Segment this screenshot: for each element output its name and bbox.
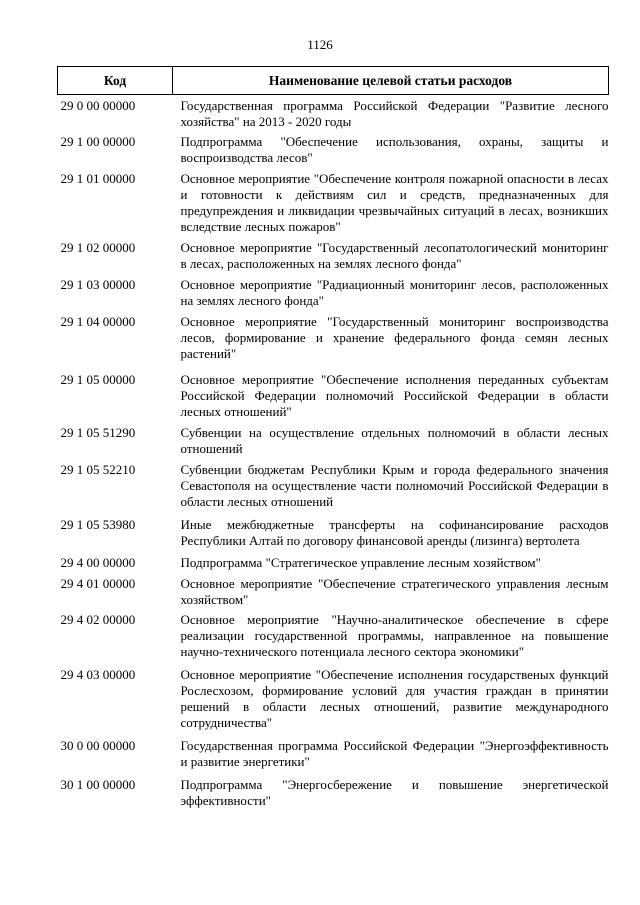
row-name: Основное мероприятие "Обеспечение исполнения государственых функций Рослесхозом, формирование условий для участия граждан в принятии решений в области лесных отношений, развитие международного сотрудничества" [180,667,609,730]
row-code: 29 4 01 00000 [60,576,136,591]
table-row [58,667,609,738]
table-row [58,425,609,462]
row-code: 29 1 05 51290 [60,425,136,440]
row-code: 29 1 03 00000 [60,277,136,292]
row-name: Основное мероприятие "Научно-аналитическое обеспечение в сфере реализации государственной программы, направленное на повышение научно-технического потенциала лесного сектора экономики" [180,612,609,659]
table-row [58,277,609,314]
table-row [58,171,609,240]
header-name: Наименование целевой статьи расходов [173,67,609,95]
row-code: 29 4 02 00000 [60,612,136,627]
table-header-row [58,67,609,95]
row-code: 29 1 05 00000 [60,372,136,387]
row-name: Субвенции на осуществление отдельных полномочий в области лесных отношений [180,425,609,456]
header-code: Код [58,67,173,95]
row-name: Основное мероприятие "Обеспечение исполнения переданных субъектам Российской Федерации полномочий Российской Федерации в области лесных отношений" [180,372,609,419]
row-code: 30 0 00 00000 [60,738,136,753]
row-code: 29 0 00 00000 [60,98,136,113]
row-code: 29 1 05 52210 [60,462,136,477]
row-code: 29 4 03 00000 [60,667,136,682]
table-row [58,612,609,667]
row-name: Основное мероприятие "Государственный лесопатологический мониторинг в лесах, расположенных на землях лесного фонда" [180,240,609,271]
row-code: 29 1 05 53980 [60,517,136,532]
row-code: 29 4 00 00000 [60,555,136,570]
row-code: 29 1 00 00000 [60,134,136,149]
row-name: Основное мероприятие "Обеспечение стратегического управления лесным хозяйством" [180,576,609,607]
row-name: Основное мероприятие "Обеспечение контроля пожарной опасности в лесах и готовности к действиям сил и средств, предназначенных для предупреждения и ликвидации чрезвычайных ситуаций в лесах, возникших вследствие лесных пожаров" [180,171,609,234]
table-row [58,738,609,777]
table-row [58,372,609,425]
page-number: 1126 [307,37,333,52]
table-body [58,95,609,815]
table-row [58,462,609,517]
row-code: 29 1 01 00000 [60,171,136,186]
row-name: Основное мероприятие "Государственный мониторинг воспроизводства лесов, формирование и хранение федерального фонда семян лесных растений" [180,314,609,361]
row-name: Подпрограмма "Стратегическое управление лесным хозяйством" [180,555,541,570]
table-row [58,314,609,372]
table-row [58,134,609,171]
row-code: 29 1 02 00000 [60,240,136,255]
row-name: Подпрограмма "Энергосбережение и повышение энергетической эффективности" [180,777,609,808]
row-code: 30 1 00 00000 [60,777,136,792]
row-name: Основное мероприятие "Радиационный мониторинг лесов, расположенных на землях лесного фонда" [180,277,609,308]
table-row [58,555,609,576]
table-row [58,95,609,135]
row-name: Государственная программа Российской Федерации "Развитие лесного хозяйства" на 2013 - 2020 годы [180,98,609,129]
table-row [58,576,609,612]
target-expense-table [57,66,609,814]
table-row [58,777,609,814]
row-name: Иные межбюджетные трансферты на софинансирование расходов Республики Алтай по договору финансовой аренды (лизинга) вертолета [180,517,609,548]
row-name: Подпрограмма "Обеспечение использования, охраны, защиты и воспроизводства лесов" [180,134,609,165]
table-row [58,240,609,277]
row-name: Субвенции бюджетам Республики Крым и города федерального значения Севастополя на осуществление части полномочий Российской Федерации в области лесных отношений [180,462,609,509]
row-code: 29 1 04 00000 [60,314,136,329]
row-name: Государственная программа Российской Федерации "Энергоэффективность и развитие энергетики" [180,738,609,769]
table-row [58,517,609,555]
